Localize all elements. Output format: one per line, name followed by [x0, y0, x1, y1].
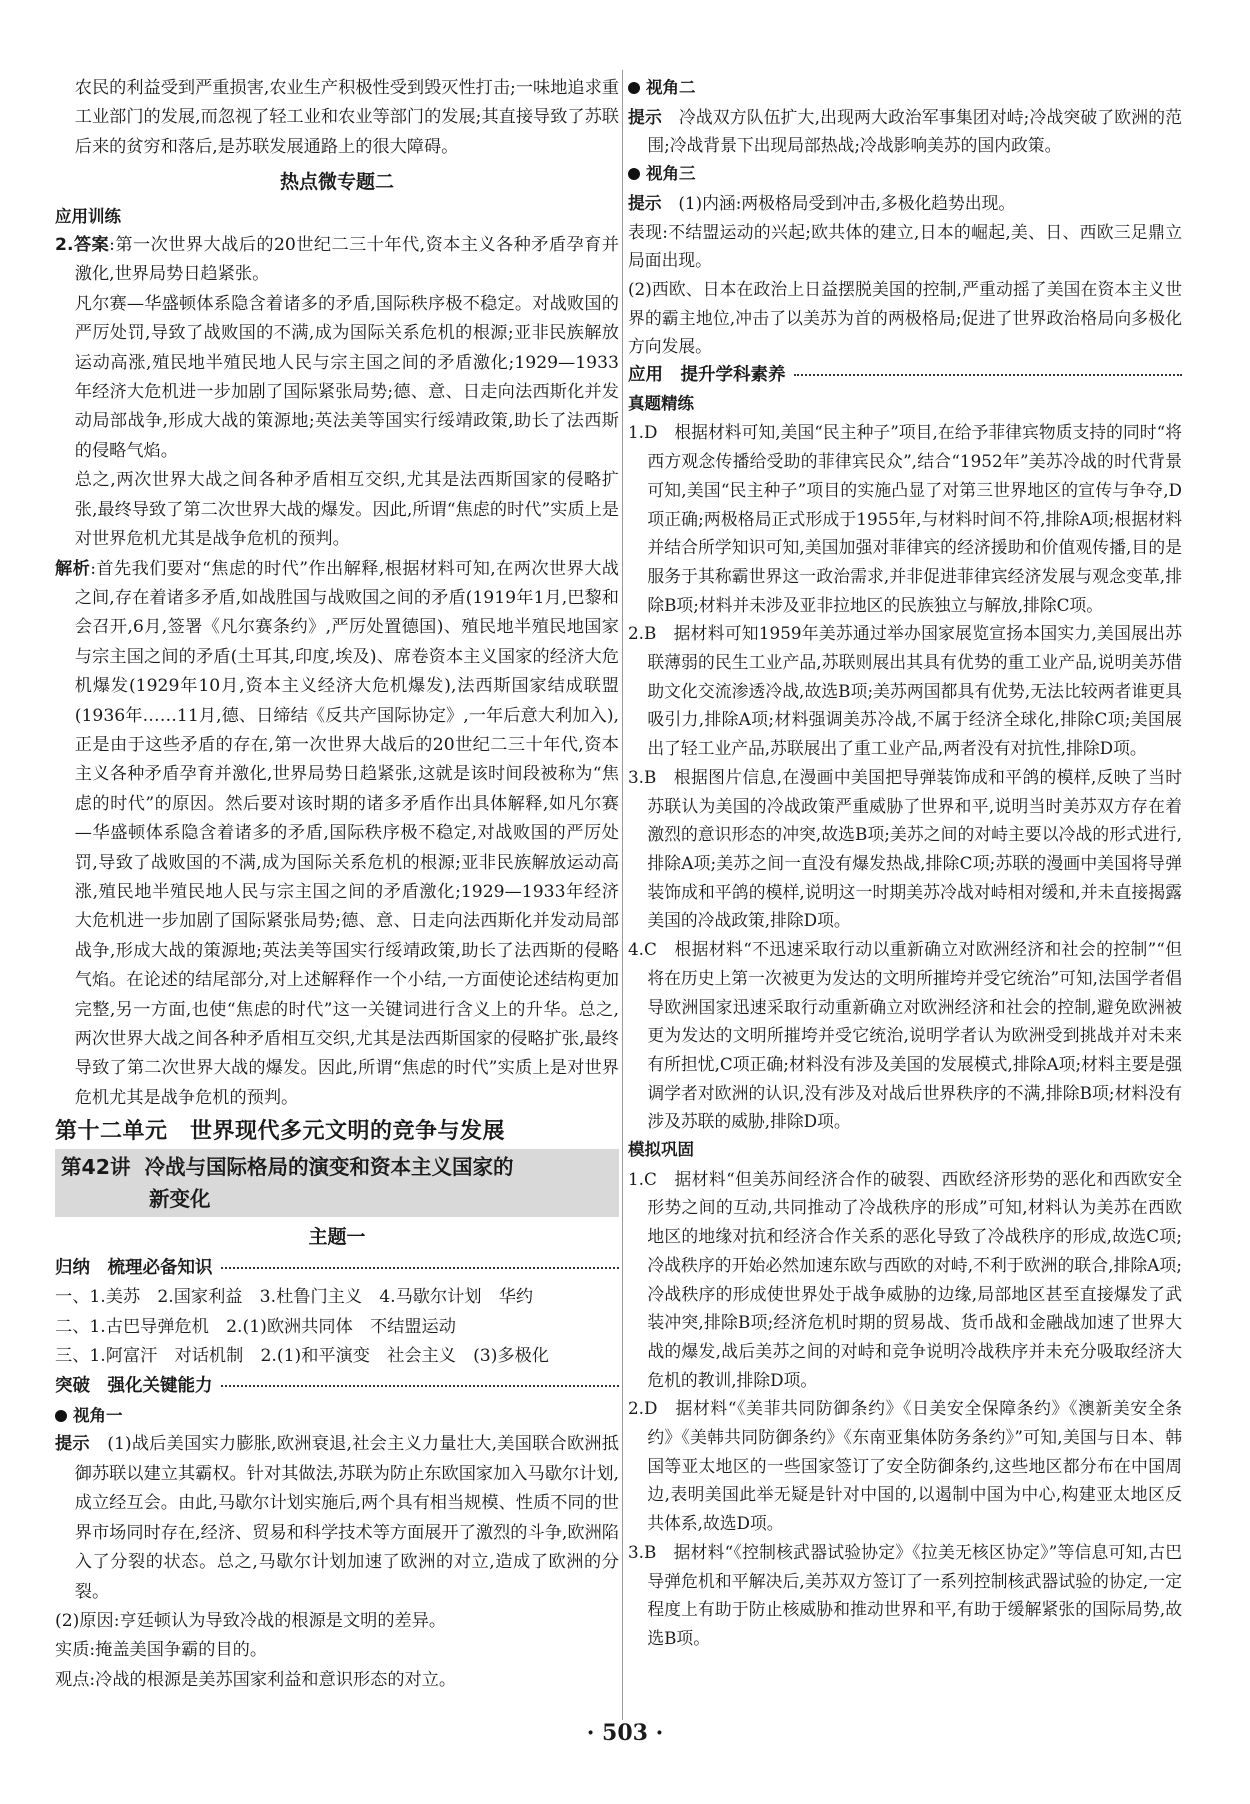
moni-item-2: 2.D 据材料“《美菲共同防御条约》《日美安全保障条约》《澳新美安全条约》《美韩共同防御条约》《东南亚集体防务条约》”可知,美国与日本、韩国等亚太地区的一些国家签订了安全防御条约,这些地区都分布在中国周边,表明美国此举无疑是针对中国的,以遏制中国为中心,构建亚太地区反共体系,故选D项。 — [628, 1398, 1182, 1534]
view1-line-1: (2)原因:亨廷顿认为导致冷战的根源是文明的差异。 — [55, 1610, 447, 1631]
page-number: · 503 · — [586, 1720, 664, 1746]
knowledge-line-1: 一、1.美苏 2.国家利益 3.杜鲁门主义 4.马歇尔计划 华约 — [55, 1287, 534, 1308]
moni-item-3: 3.B 据材料“《控制核武器试验协定》《拉美无核区协定》”等信息可知,古巴导弹危机和平解决后,美苏双方签订了一系列控制核武器试验的协定,一定程度上有助于防止核威胁和推动世界和平,有助于缓解紧张的国际局势,故选B项。 — [628, 1541, 1182, 1648]
tishi-label: 提示 — [628, 192, 662, 213]
lecture-title-line1: 冷战与国际格局的演变和资本主义国家的 — [144, 1154, 514, 1179]
analysis-text: :首先我们要对“焦虑的时代”作出解释,根据材料可知,在两次世界大战之间,存在着诸多矛盾,如战胜国与战败国之间的矛盾(1919年1月,巴黎和会召开,6月,签署《凡尔赛条约》,严厉处置德国)、殖民地半殖民地国家与宗主国之间的矛盾(土耳其,印度,埃及)、席卷资本主义国家的经济大危机爆发(1929年10月,资本主义经济大危机爆发),法西斯国家结成联盟(1936年……11月,德、日缔结《反共产国际协定》,一年后意大利加入),正是由于这些矛盾的存在,第一次世界大战后的20世纪二三十年代,资本主义各种矛盾孕育并激化,世界局势日趋紧张,这就是该时间段被称为“焦虑的时代”的原因。然后要对该时期的诸多矛盾作出具体解释,如凡尔赛—华盛顿体系隐含着诸多的矛盾,国际秩序极不稳定,对战败国的严厉处罚,导致了战败国的不满,成为国际关系危机的根源;亚非民族解放运动高涨,殖民地半殖民地人民与宗主国之间的矛盾激化;1929—1933年经济大危机进一步加剧了国际紧张局势;德、意、日走向法西斯化并发动局部战争,形成大战的策源地;英法美等国实行绥靖政策,助长了法西斯的侵略气焰。在论述的结尾部分,对上述解释作一个小结,一方面使论述结构更加完整,另一方面,也使“焦虑的时代”这一关键词进行含义上的升华。总之,两次世界大战之间各种矛盾相互交织,尤其是法西斯国家的侵略扩张,最终导致了第二次世界大战的爆发。因此,所谓“焦虑的时代”实质上是对世界危机尤其是战争危机的预判。 — [74, 558, 619, 1108]
moni-label: 模拟巩固 — [628, 1140, 694, 1160]
right-column — [628, 74, 1182, 1653]
view3-line-1: 表现:不结盟运动的兴起;欧共体的建立,日本的崛起,美、日、西欧三足鼎立局面出现。 — [628, 221, 1182, 271]
view1-line-2: 实质:掩盖美国争霸的目的。 — [55, 1640, 268, 1661]
knowledge-line-2: 二、1.古巴导弹危机 2.(1)欧洲共同体 不结盟运动 — [55, 1316, 456, 1337]
topic-title: 主题一 — [308, 1225, 366, 1248]
view3-line-2: (2)西欧、日本在政治上日益摆脱美国的控制,严重动摇了美国在资本主义世界的霸主地位,冲击了以美苏为首的两极格局;促进了世界政治格局向多极化方向发展。 — [628, 278, 1182, 357]
knowledge-line-3: 三、1.阿富汗 对话机制 2.(1)和平演变 社会主义 (3)多极化 — [55, 1346, 549, 1367]
lecture-title-line2: 新变化 — [149, 1186, 211, 1211]
dotted-leader — [794, 373, 1183, 376]
view3-text: (1)内涵:两极格局受到冲击,多极化趋势出现。 — [678, 192, 1016, 213]
answer-text: :第一次世界大战后的20世纪二三十年代,资本主义各种矛盾孕育并激化,世界局势日趋紧张。 — [74, 235, 619, 285]
view2-label: 视角二 — [646, 78, 696, 97]
dotted-leader — [221, 1384, 620, 1387]
zhenti-item-1: 1.D 根据材料可知,美国“民主种子”项目,在给予菲律宾物质支持的同时“将西方观念传播给受助的菲律宾民众”,结合“1952年”美苏冷战的时代背景可知,美国“民主种子”项目的实施凸显了对第三世界地区的宣传与争夺,D项正确;两极格局正式形成于1955年,与材料时间不符,排除A项;根据材料并结合所学知识可知,美国加强对菲律宾的经济援助和价值观传播,目的是服务于其称霸世界这一政治需求,并非促进菲律宾经济发展与观念变革,排除B项;材料并未涉及亚非拉地区的民族独立与解放,排除C项。 — [628, 422, 1182, 615]
view3-paragraph — [628, 189, 1182, 218]
bullet-icon — [628, 168, 640, 180]
intro-paragraph: 农民的利益受到严重损害,农业生产积极性受到毁灭性打击;一味地追求重工业部门的发展,而忽视了轻工业和农业等部门的发展;其直接导致了苏联后来的贫穷和落后,是苏联发展通路上的很大障碍。 — [74, 78, 619, 157]
lecture-number: 第42讲 — [61, 1154, 131, 1179]
zhenti-item-3: 3.B 根据图片信息,在漫画中美国把导弹装饰成和平鸽的模样,反映了当时苏联认为美国的冷战政策严重威胁了世界和平,说明当时美苏双方存在着激烈的意识形态的冲突,故选B项;美苏之间的对峙主要以冷战的形式进行,排除A项;美苏之间一直没有爆发热战,排除C项;苏联的漫画中美国将导弹装饰成和平鸽的模样,说明这一时期美苏冷战对峙相对缓和,并未直接揭露美国的冷战政策,排除D项。 — [628, 766, 1182, 931]
answer-paragraph-3: 总之,两次世界大战之间各种矛盾相互交织,尤其是法西斯国家的侵略扩张,最终导致了第二次世界大战的爆发。因此,所谓“焦虑的时代”实质上是对世界危机尤其是战争危机的预判。 — [74, 470, 619, 550]
view2-heading — [628, 74, 1182, 103]
view1-line-3: 观点:冷战的根源是美苏国家利益和意识形态的对立。 — [55, 1669, 457, 1690]
yingyong-label: 应用 提升学科素养 — [628, 365, 786, 386]
answer-paragraph — [55, 231, 619, 290]
moni-item-1: 1.C 据材料“但美苏间经济合作的破裂、西欧经济形势的恶化和西欧安全形势之间的互动,共同推动了冷战秩序的形成”可知,材料认为美苏在西欧地区的地缘对抗和经济合作关系的恶化导致了冷战秩序的形成,故选C项;冷战秩序的开始必然加速东欧与西欧的对峙,不利于欧洲的联合,排除A项;冷战秩序的形成使世界处于战争威胁的边缘,局部地区甚至直接爆发了武装冲突,排除B项;经济危机时期的贸易战、货币战和金融战加速了世界大战的爆发,战后美苏之间的对峙和竞争说明冷战秩序并未充分吸取经济大危机的教训,排除D项。 — [628, 1168, 1182, 1390]
analysis-paragraph — [55, 555, 619, 1114]
view2-text: 冷战双方队伍扩大,出现两大政治军事集团对峙;冷战突破了欧洲的范围;冷战背景下出现局部热战;冷战影响美苏的国内政策。 — [647, 106, 1182, 156]
view3-heading — [628, 160, 1182, 189]
view1-text: (1)战后美国实力膨胀,欧洲衰退,社会主义力量壮大,美国联合欧洲抵御苏联以建立其霸权。针对其做法,苏联为防止东欧国家加入马歇尔计划,成立经互会。由此,马歇尔计划实施后,两个具有相当规模、性质不同的世界市场同时存在,经济、贸易和科学技术等方面展开了激烈的斗争,欧洲陷入了分裂的状态。总之,马歇尔计划加速了欧洲的对立,造成了欧洲的分裂。 — [74, 1434, 619, 1602]
bullet-icon — [628, 82, 640, 94]
view3-label: 视角三 — [646, 164, 696, 184]
guina-heading — [55, 1254, 619, 1283]
hot-topic-title: 热点微专题二 — [279, 171, 394, 194]
tupo-label: 突破 强化关键能力 — [55, 1375, 213, 1396]
lecture-title-bar — [55, 1149, 619, 1217]
answer-paragraph-2: 凡尔赛—华盛顿体系隐含着诸多的矛盾,国际秩序极不稳定。对战败国的严厉处罚,导致了战败国的不满,成为国际关系危机的根源;亚非民族解放运动高涨,殖民地半殖民地人民与宗主国之间的矛盾激化;1929—1933年经济大危机进一步加剧了国际紧张局势;德、意、日走向法西斯化并发动局部战争,形成大战的策源地;英法美等国实行绥靖政策,助长了法西斯的侵略气焰。 — [74, 293, 619, 461]
answer-label: 2.答案 — [55, 235, 110, 256]
bullet-icon — [55, 1410, 67, 1422]
dotted-leader — [221, 1266, 620, 1269]
view1-heading — [55, 1401, 619, 1430]
tishi-label: 提示 — [628, 106, 662, 127]
zhenti-item-2: 2.B 据材料可知1959年美苏通过举办国家展览宣扬本国实力,美国展出苏联薄弱的民生工业产品,苏联则展出其具有优势的重工业产品,说明美苏借助文化交流渗透冷战,故选B项;美苏两国都具有优势,无法比较两者谁更具吸引力,排除A项;材料强调美苏冷战,不属于经济全球化,排除C项;美国展出了轻工业产品,苏联展出了重工业产品,两者没有对抗性,排除D项。 — [628, 623, 1182, 759]
guina-label: 归纳 梳理必备知识 — [55, 1258, 213, 1279]
view1-label: 视角一 — [73, 1406, 123, 1426]
zhenti-item-4: 4.C 根据材料“不迅速采取行动以重新确立对欧洲经济和社会的控制”“但将在历史上第一次被更为发达的文明所摧垮并受它统治”可知,法国学者倡导欧洲国家迅速采取行动重新确立对欧洲经济和社会的控制,避免欧洲被更为发达的文明所摧垮并受它统治,说明学者认为欧洲受到挑战并对未来有所担忧,C项正确;材料没有涉及美国的发展模式,排除A项;材料主要是强调学者对欧洲的认识,没有涉及对战后世界秩序的不满,排除B项;材料没有涉及苏联的威胁,排除D项。 — [628, 939, 1182, 1132]
unit-title: 第十二单元 世界现代多元文明的竞争与发展 — [55, 1119, 506, 1145]
zhenti-label: 真题精练 — [628, 393, 694, 413]
analysis-label: 解析 — [55, 558, 91, 579]
tishi-label: 提示 — [55, 1434, 90, 1455]
left-column — [55, 74, 619, 1695]
column-divider — [622, 70, 623, 1720]
apply-training-label: 应用训练 — [55, 206, 121, 226]
view1-paragraph — [55, 1430, 619, 1606]
tupo-heading — [55, 1372, 619, 1401]
yingyong-heading — [628, 361, 1182, 390]
view2-paragraph — [628, 103, 1182, 160]
